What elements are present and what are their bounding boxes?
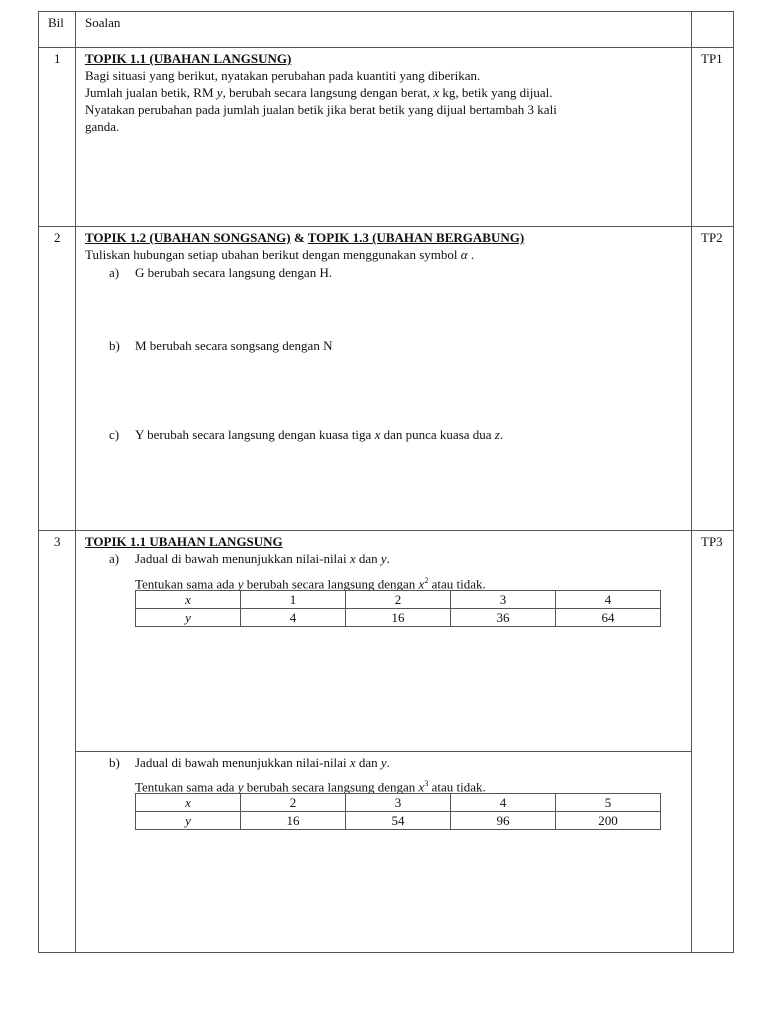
- q2-alpha-symbol: α: [460, 247, 468, 262]
- table-cell: 1: [241, 591, 346, 609]
- column-divider-tp: [691, 12, 692, 952]
- table-cell: 36: [451, 609, 556, 627]
- table-cell: 96: [451, 812, 556, 830]
- table-cell: x: [136, 591, 241, 609]
- table-cell: 3: [346, 794, 451, 812]
- table-cell: y: [136, 609, 241, 627]
- table-cell: 200: [556, 812, 661, 830]
- q2-topic: [85, 229, 524, 246]
- q3-b-q3: atau tidak.: [428, 779, 486, 795]
- q3-b-table: [135, 793, 661, 830]
- column-divider-bil: [75, 12, 76, 952]
- q3-b-var-y: y: [380, 755, 387, 770]
- table-cell: x: [136, 794, 241, 812]
- q3-topic: TOPIK 1.1 UBAHAN LANGSUNG: [85, 534, 283, 549]
- q2-c-label: c): [109, 427, 120, 442]
- question-sheet: [38, 11, 734, 953]
- table-row: [136, 609, 661, 627]
- q3-a-label: a): [109, 551, 120, 566]
- table-cell: 3: [451, 591, 556, 609]
- q1-line4: ganda.: [85, 119, 120, 134]
- table-row: [136, 812, 661, 830]
- q3-a-q1: Tentukan sama ada: [135, 576, 238, 592]
- q1-line2-e: kg, betik yang dijual.: [439, 85, 553, 100]
- q2-b-text: M berubah secara songsang dengan N: [135, 338, 333, 353]
- q3-a-var-y: y: [380, 551, 387, 566]
- q2-b-label: b): [109, 338, 120, 353]
- q3-a-var-x: x: [349, 551, 356, 566]
- table-cell: 54: [346, 812, 451, 830]
- q1-line2-a: Jumlah jualan betik, RM: [85, 85, 217, 100]
- q2-topic-b: TOPIK 1.3 (UBAHAN BERGABUNG): [307, 230, 525, 245]
- q3-a-end: .: [386, 551, 390, 566]
- q3-a-table: [135, 590, 661, 627]
- q2-c-text2: dan punca kuasa dua: [380, 427, 495, 442]
- table-cell: 16: [346, 609, 451, 627]
- q3-b-exponent: 3: [424, 779, 429, 788]
- q3-a-q-var-y: y: [237, 576, 244, 592]
- q2-tp: TP2: [701, 230, 723, 245]
- q2-c-var-z: z: [494, 427, 500, 442]
- q1-var-y: y: [216, 85, 223, 100]
- q1-line1: Bagi situasi yang berikut, nyatakan perubahan pada kuantiti yang diberikan.: [85, 68, 481, 83]
- q3-b-q-var-x: x: [418, 779, 425, 795]
- q2-a-label: a): [109, 265, 120, 280]
- q1-line3: Nyatakan perubahan pada jumlah jualan betik jika berat betik yang dijual bertambah 3 kali: [85, 102, 557, 117]
- q1-tp: TP1: [701, 51, 723, 66]
- q2-number: 2: [54, 230, 61, 245]
- q2-c-text: [135, 426, 503, 443]
- q3-b-text1: Jadual di bawah menunjukkan nilai-nilai: [135, 755, 350, 770]
- table-cell: 64: [556, 609, 661, 627]
- q2-c-text1: Y berubah secara langsung dengan kuasa tiga: [135, 427, 375, 442]
- q3-a-text2: dan: [355, 551, 381, 566]
- q3-a-exponent: 2: [424, 576, 429, 585]
- q2-intro: [85, 246, 474, 263]
- q2-c-var-x: x: [374, 427, 381, 442]
- table-cell: 5: [556, 794, 661, 812]
- table-row: [136, 591, 661, 609]
- q2-intro-end: .: [467, 247, 475, 262]
- row-divider-1: [39, 226, 733, 227]
- q2-topic-a: TOPIK 1.2 (UBAHAN SONGSANG): [85, 230, 291, 245]
- q1-var-x: x: [433, 85, 440, 100]
- q3-b-text2: dan: [355, 755, 381, 770]
- q3-tp: TP3: [701, 534, 723, 549]
- table-cell: 2: [241, 794, 346, 812]
- header-bil: Bil: [48, 15, 64, 30]
- table-cell: y: [136, 812, 241, 830]
- q3-b-text: [135, 754, 390, 771]
- q2-topic-amp: &: [290, 230, 308, 245]
- q2-c-end: .: [499, 427, 504, 442]
- q3-a-text: [135, 550, 390, 567]
- q2-a-text: G berubah secara langsung dengan H.: [135, 265, 333, 280]
- q3-b-var-x: x: [349, 755, 356, 770]
- q2-intro-text: Tuliskan hubungan setiap ubahan berikut dengan menggunakan symbol: [85, 247, 461, 262]
- q3-b-q-var-y: y: [237, 779, 244, 795]
- q1-topic: TOPIK 1.1 (UBAHAN LANGSUNG): [85, 51, 292, 66]
- table-cell: 16: [241, 812, 346, 830]
- header-divider: [39, 47, 733, 48]
- q1-line2: [85, 84, 553, 101]
- row-divider-2: [39, 530, 733, 531]
- part-divider-3a-3b: [75, 751, 691, 752]
- q3-b-label: b): [109, 755, 120, 770]
- q3-b-end: .: [386, 755, 390, 770]
- q3-a-q3: atau tidak.: [428, 576, 486, 592]
- q3-b-q2: berubah secara langsung dengan: [243, 779, 419, 795]
- q3-a-q-var-x: x: [418, 576, 425, 592]
- q1-number: 1: [54, 51, 61, 66]
- q3-number: 3: [54, 534, 61, 549]
- q3-b-q1: Tentukan sama ada: [135, 779, 238, 795]
- header-soalan: Soalan: [85, 15, 121, 30]
- table-row: [136, 794, 661, 812]
- table-cell: 2: [346, 591, 451, 609]
- q1-line2-c: , berubah secara langsung dengan berat,: [222, 85, 434, 100]
- table-cell: 4: [451, 794, 556, 812]
- table-cell: 4: [556, 591, 661, 609]
- table-cell: 4: [241, 609, 346, 627]
- q3-a-q2: berubah secara langsung dengan: [243, 576, 419, 592]
- q3-a-text1: Jadual di bawah menunjukkan nilai-nilai: [135, 551, 350, 566]
